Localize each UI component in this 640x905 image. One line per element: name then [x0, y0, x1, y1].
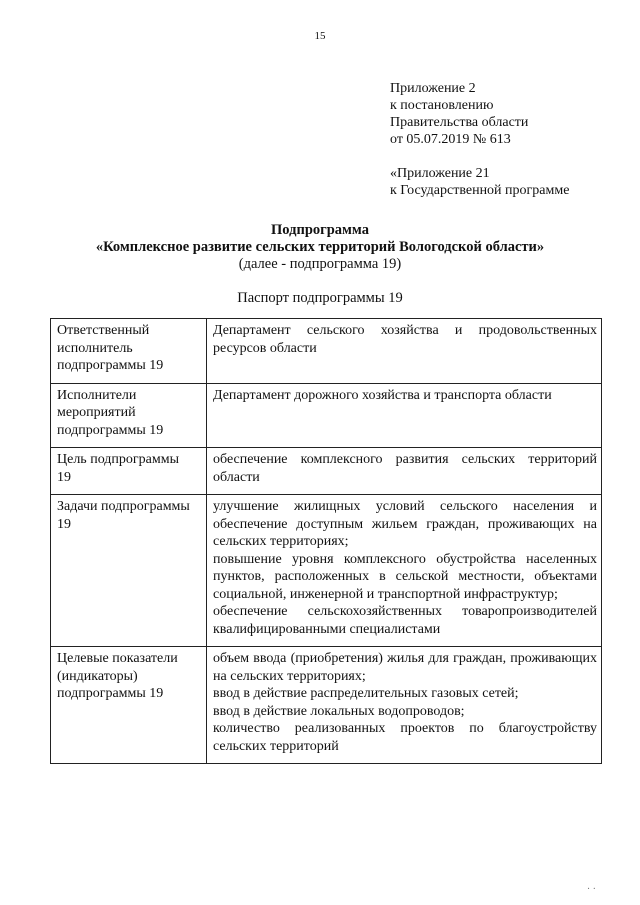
label-line: подпрограммы 19	[57, 358, 164, 373]
appendix-line: к Государственной программе	[390, 183, 570, 198]
label-line: 19	[57, 516, 71, 532]
appendix-line: от 05.07.2019 № 613	[390, 132, 511, 147]
table-row	[51, 647, 602, 764]
row-value	[207, 448, 602, 495]
passport-title: Паспорт подпрограммы 19	[237, 290, 403, 306]
table-row	[51, 448, 602, 495]
label-line: (индикаторы)	[57, 668, 138, 684]
label-line: подпрограммы 19	[57, 686, 164, 701]
appendix-line: Правительства области	[390, 115, 529, 130]
value-text: обеспечение комплексного развития сельских территорий области	[213, 452, 597, 485]
title-line-1: Подпрограмма	[271, 222, 369, 238]
page-number: 15	[314, 30, 326, 42]
value-text: объем ввода (приобретения) жилья для граждан, проживающих на сельских территориях;	[213, 651, 597, 684]
appendix-line: «Приложение 21	[390, 166, 490, 181]
value-text: ввод в действие распределительных газовых сетей;	[213, 686, 519, 701]
label-line: 19	[57, 469, 71, 485]
row-label	[51, 383, 207, 448]
label-line: подпрограммы 19	[57, 422, 164, 438]
label-line: Ответственный	[57, 323, 150, 338]
label-line: Целевые показатели	[57, 651, 178, 666]
row-value	[207, 319, 602, 384]
row-value	[207, 383, 602, 448]
label-line: мероприятий	[57, 405, 136, 420]
table-row	[51, 383, 602, 448]
label-line: Исполнители	[57, 387, 137, 403]
value-text: улучшение жилищных условий сельского населения и обеспечение доступным жильем граждан, проживающих на сельских территориях;	[213, 499, 597, 549]
row-value	[207, 495, 602, 647]
row-label	[51, 647, 207, 764]
row-value	[207, 647, 602, 764]
label-line: Цель подпрограммы	[57, 452, 179, 467]
title-line-2: «Комплексное развитие сельских территорий Вологодской области»	[95, 239, 545, 255]
value-text: повышение уровня комплексного обустройства населенных пунктов, расположенных в сельской местности, объектами социальной, инженерной и транспортной инфраструктур;	[213, 551, 597, 602]
appendix-line: к постановлению	[390, 98, 494, 113]
table-row	[51, 495, 602, 647]
value-text: обеспечение сельскохозяйственных товаропроизводителей квалифицированными специалистами	[213, 604, 597, 637]
passport-table	[50, 318, 602, 764]
value-text: Департамент сельского хозяйства и продовольственных ресурсов области	[213, 323, 597, 356]
label-line: Задачи подпрограммы	[57, 499, 190, 514]
value-text: ввод в действие локальных водопроводов;	[213, 703, 465, 719]
value-text: Департамент дорожного хозяйства и транспорта области	[213, 387, 552, 403]
row-label	[51, 495, 207, 647]
corner-mark: · ·	[586, 884, 596, 895]
table-row	[51, 319, 602, 384]
row-label	[51, 448, 207, 495]
label-line: исполнитель	[57, 340, 133, 356]
appendix-block	[390, 80, 569, 199]
appendix-line: Приложение 2	[390, 81, 476, 96]
row-label	[51, 319, 207, 384]
appendix-gap	[390, 148, 569, 165]
value-text: количество реализованных проектов по благоустройству сельских территорий	[213, 721, 597, 754]
document-title	[40, 222, 600, 273]
title-line-3: (далее - подпрограмма 19)	[238, 256, 402, 272]
